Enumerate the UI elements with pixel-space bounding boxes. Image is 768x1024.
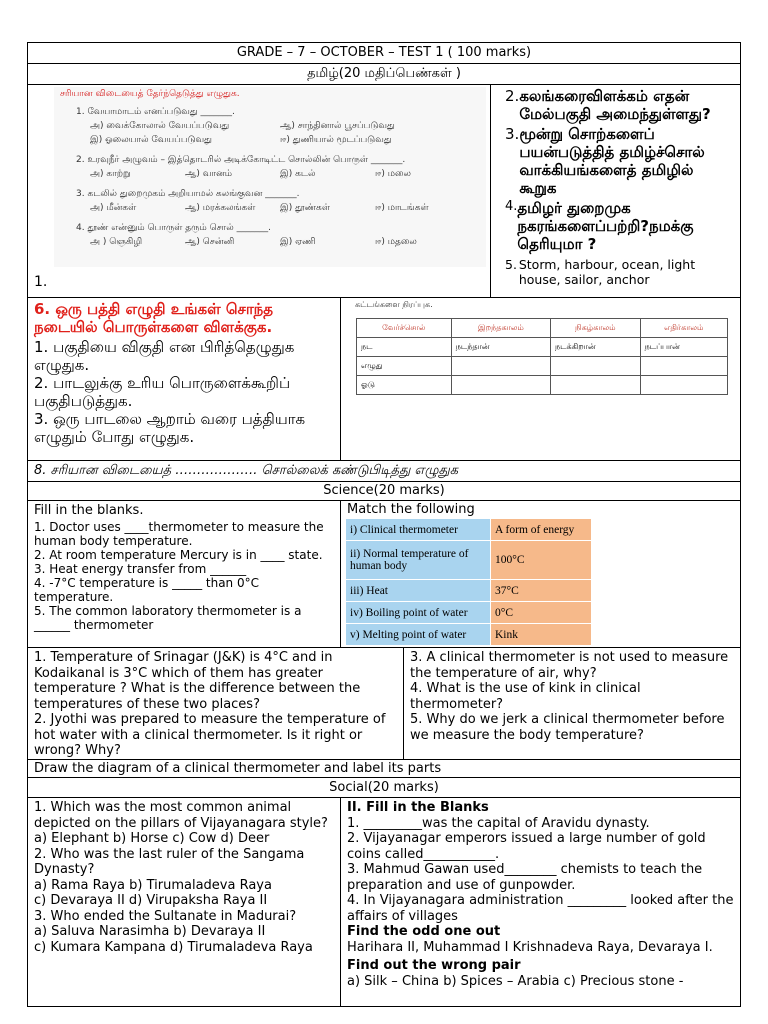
match-right-item: Kink [491, 624, 592, 646]
social-line: a) Elephant b) Horse c) Cow d) Deer [34, 831, 270, 846]
tamil-item-2-text: கலங்கரைவிளக்கம் எதன் மேல்பகுதி அமைந்துள்ளது? [519, 87, 711, 123]
tamil-mcq-cell [28, 85, 490, 297]
tense-cell: எழுது [357, 357, 452, 376]
social-fill-item: 3. Mahmud Gawan used________ chemists to teach the preparation and use of gunpowder. [347, 862, 703, 893]
science-q-right-cell [403, 648, 740, 759]
tamil-q2-text: 2. உரவுநீர் அழுவம் – இத்தொடரில் அடிக்கோடிட்ட சொல்லின் பொருள் _______. [76, 155, 406, 165]
social-line: 2. Who was the last ruler of the Sangama Dynasty? [34, 846, 305, 877]
science-q1: 1. Temperature of Srinagar (J&K) is 4°C and in Kodaikanal is 3°C which of them has greater temperature ? What is the difference between the temperatures of these two places? [34, 650, 361, 712]
social-heading: Social(20 marks) [28, 778, 740, 798]
tense-cell: நட [357, 338, 452, 357]
tamil-q1-opt-b: ஆ) சாந்தினால் பூசப்படுவது [280, 121, 395, 131]
social-wrong-title: Find out the wrong pair [347, 958, 521, 973]
tamil-q3-opt-b: ஆ) மரக்கலங்கள் [185, 203, 256, 213]
science-fill-cell [28, 501, 340, 647]
tamil-q1-opt-d: ஈ) துணியால் மூடப்படுவது [280, 135, 392, 145]
match-right-item: 37°C [491, 580, 592, 602]
tamil-q4-opt-b: ஆ) சென்னி [185, 237, 235, 247]
social-wrong-text: a) Silk – China b) Spices – Arabia c) Precious stone - [347, 973, 684, 989]
tamil-item-3-text: மூன்று சொற்களைப் பயன்படுத்தித் தமிழ்ச்சொல் வாக்கியங்களைத் தமிழில் கூறுக [519, 125, 705, 197]
tamil-item-1-marker: 1. [34, 274, 48, 290]
tamil-q1-opt-c: இ) ஓலையால் வேயப்படுவது [90, 135, 212, 145]
science-q3: 3. A clinical thermometer is not used to measure the temperature of air, why? [410, 650, 729, 681]
tamil-q4-text: 4. தூண் என்னும் பொருள் தரும் சொல் _______. [76, 223, 271, 233]
science-section-2 [28, 648, 740, 760]
tamil-item-2 [505, 87, 734, 123]
tamil-q3-opt-c: இ) தூண்கள் [280, 203, 330, 213]
tamil-instruction: சரியான விடையைத் தேர்ந்தெடுத்து எழுதுக. [60, 89, 240, 99]
social-fill-item: 4. In Vijayanagara administration _________ looked after the affairs of villages [347, 893, 734, 924]
science-match-cell [340, 501, 740, 647]
tense-table-cell [340, 298, 740, 460]
tamil-item-4-text: தமிழர் துறைமுக நகரங்களைப்பற்றி?நமக்கு தெரியுமா ? [517, 199, 694, 253]
tense-row [357, 376, 728, 395]
match-left-item: v) Melting point of water [346, 624, 491, 646]
science-q-left-cell [28, 648, 403, 759]
social-section [28, 798, 740, 1007]
tamil-q3-opt-a: அ) மீன்கள் [90, 203, 137, 213]
social-line: a) Rama Raya b) Tirumaladeva Raya [34, 877, 272, 893]
tamil-item-2-num: 2. [505, 87, 520, 105]
match-row [346, 541, 592, 580]
tamil-item-3 [505, 125, 734, 197]
tense-table [356, 318, 728, 395]
tamil-q1 [76, 105, 476, 147]
match-left-item: ii) Normal temperature of human body [346, 541, 491, 580]
tamil-q8-row [28, 461, 740, 482]
tamil-item-5 [505, 257, 734, 287]
tense-cell: நடந்தான் [451, 338, 550, 357]
science-section-1 [28, 501, 740, 648]
match-table [345, 518, 592, 646]
tamil-item-4-num: 4. [505, 199, 518, 214]
match-left-item: iii) Heat [346, 580, 491, 602]
tamil-q8: 8. சரியான விடையைத் ………………. சொல்லைக் கண்டுபிடித்து எழுதுக [34, 463, 459, 478]
tamil-q3-text: 3. கடலில் துறைமுகம் அறியாமல் கலங்குவன _______. [76, 189, 300, 199]
science-fill-item-1: 1. Doctor uses ____thermometer to measure the human body temperature. [34, 520, 324, 548]
match-row [346, 602, 592, 624]
social-left-cell [28, 798, 340, 1007]
science-heading: Science(20 marks) [28, 482, 740, 501]
science-fill-title: Fill in the blanks. [34, 503, 144, 518]
tense-header: இறந்தகாலம் [451, 319, 550, 338]
tamil-section-2 [28, 298, 740, 461]
science-q5: 5. Why do we jerk a clinical thermometer before we measure the body temperature? [410, 712, 725, 743]
tamil-q3 [76, 187, 476, 215]
social-line: c) Devaraya II d) Virupaksha Raya II [34, 893, 268, 908]
test-title: GRADE – 7 – OCTOBER – TEST 1 ( 100 marks) [28, 43, 740, 64]
tense-row [357, 338, 728, 357]
science-fill-item-3: 3. Heat energy transfer from ______ [34, 562, 247, 576]
tamil-mcq-image [54, 87, 486, 267]
tense-header: எதிர்காலம் [640, 319, 727, 338]
tense-cell [640, 376, 727, 395]
tamil-q4 [76, 221, 476, 249]
match-row [346, 580, 592, 602]
test-paper [27, 42, 741, 1007]
tense-cell [640, 357, 727, 376]
tense-cell: நடக்கிறான் [551, 338, 641, 357]
tamil-section-1 [28, 85, 740, 298]
tamil-q4-opt-a: அ ) ஞெகிழி [90, 237, 143, 247]
tamil-item-5-text: Storm, harbour, ocean, light house, sailor, anchor [518, 257, 696, 287]
tense-cell [551, 376, 641, 395]
tamil-q2-opt-c: இ) கடல் [280, 169, 316, 179]
match-row [346, 519, 592, 541]
tense-cell: ஓடு [357, 376, 452, 395]
tense-cell [451, 357, 550, 376]
tamil-q2 [76, 153, 476, 181]
tamil-q1-text: 1. வேயாமாடம் எனப்படுவது _______. [76, 107, 235, 117]
tense-cell: நடப்பான் [640, 338, 727, 357]
tense-header-row [357, 319, 728, 338]
science-match-title: Match the following [347, 502, 475, 517]
tense-caption: கட்டங்களை நிரப்புக. [355, 300, 433, 309]
tamil-mcq-list [76, 105, 476, 249]
tamil-q6-line-1: 1. பகுதியை விகுதி என பிரித்தெழுதுக எழுதுக. [34, 338, 295, 374]
tamil-q3-opt-d: ஈ) மாடங்கள் [375, 203, 429, 213]
science-fill-item-2: 2. At room temperature Mercury is in ____ state. [34, 548, 323, 562]
science-fill-item-5: 5. The common laboratory thermometer is a ______ thermometer [34, 604, 302, 632]
tamil-q2-opt-d: ஈ) மலை [375, 169, 411, 179]
tense-row [357, 357, 728, 376]
tense-cell [451, 376, 550, 395]
match-right-item: 0°C [491, 602, 592, 624]
social-line: c) Kumara Kampana d) Tirumaladeva Raya [34, 939, 313, 955]
tamil-q6-line-3: 3. ஒரு பாடலை ஆறாம் வரை பத்தியாக எழுதும் போது எழுதுக. [34, 410, 306, 446]
social-line: 1. Which was the most common animal depicted on the pillars of Vijayanagara style? [34, 800, 328, 831]
tamil-q1-opt-a: அ) வைக்கோலால் வேயப்படுவது [90, 121, 230, 131]
social-right-cell [340, 798, 740, 1007]
tamil-q6-cell [28, 298, 340, 460]
tamil-item-5-num: 5. [505, 257, 517, 272]
science-diagram-row [28, 760, 740, 778]
science-diagram: Draw the diagram of a clinical thermometer and label its parts [34, 761, 442, 776]
tamil-heading: தமிழ்(20 மதிப்பெண்கள் ) [28, 64, 740, 85]
match-right-item: A form of energy [491, 519, 592, 541]
tamil-q6-title: 6. ஒரு பத்தி எழுதி உங்கள் சொந்த நடையில் பொருள்களை விளக்குக. [34, 300, 274, 336]
match-row [346, 624, 592, 646]
science-q4: 4. What is the use of kink in clinical thermometer? [410, 681, 641, 712]
tamil-right-cell [490, 85, 740, 297]
tamil-q4-opt-c: இ) ஏணி [280, 237, 316, 247]
tamil-q4-opt-d: ஈ) மதலை [375, 237, 417, 247]
tense-header: வேர்ச்சொல் [357, 319, 452, 338]
science-q2: 2. Jyothi was prepared to measure the temperature of hot water with a clinical thermometer. Is it right or wrong? Why? [34, 712, 386, 758]
social-line: a) Saluva Narasimha b) Devaraya II [34, 924, 266, 939]
social-odd-title: Find the odd one out [347, 924, 501, 939]
tamil-item-4 [505, 199, 734, 253]
tamil-right-list [491, 85, 740, 287]
tamil-q2-opt-b: ஆ) வானம் [185, 169, 233, 179]
social-fill-title: II. Fill in the Blanks [347, 800, 489, 815]
social-odd-text: Harihara II, Muhammad I Krishnadeva Raya, Devaraya I. [347, 939, 713, 955]
match-right-item: 100°C [491, 541, 592, 580]
tamil-q6-line-2: 2. பாடலுக்கு உரிய பொருளைக்கூறிப் பகுதிபடுத்துக. [34, 374, 291, 410]
match-left-item: i) Clinical thermometer [346, 519, 491, 541]
science-fill-item-4: 4. -7°C temperature is _____ than 0°C temperature. [34, 576, 259, 604]
social-fill-item: 1. _________was the capital of Aravidu dynasty. [347, 815, 650, 831]
social-line: 3. Who ended the Sultanate in Madurai? [34, 908, 297, 924]
tense-header: நிகழ்காலம் [551, 319, 641, 338]
social-fill-item: 2. Vijayanagar emperors issued a large number of gold coins called___________. [347, 831, 706, 862]
tamil-item-3-num: 3. [505, 125, 520, 143]
tamil-q2-opt-a: அ) காற்று [90, 169, 131, 179]
tense-cell [551, 357, 641, 376]
match-left-item: iv) Boiling point of water [346, 602, 491, 624]
